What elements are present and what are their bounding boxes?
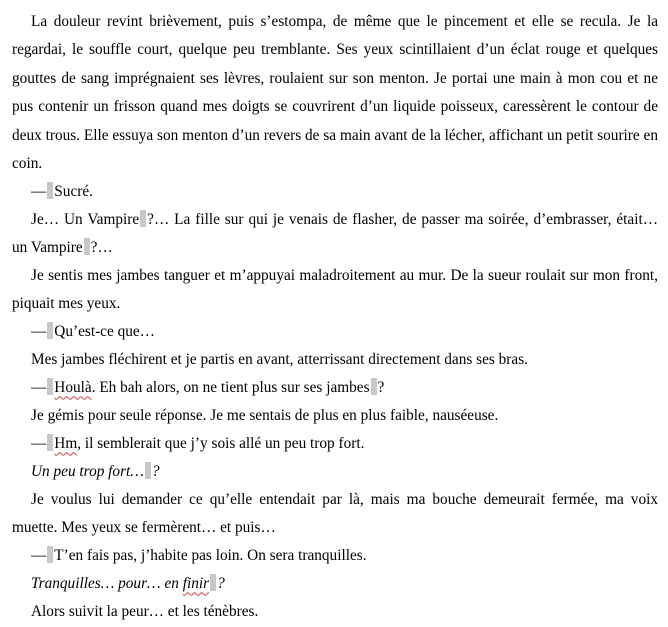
text-run: Un peu trop fort…: [31, 463, 144, 481]
paragraph: [12, 206, 658, 262]
paragraph: [12, 402, 658, 430]
text-run: —: [31, 379, 47, 397]
text-run: , il semblerait que j’y sois allé un peu trop fort.: [77, 435, 365, 453]
text-run: Je voulus lui demander ce qu’elle entendait par là, mais ma bouche demeurait fermée, ma voix muette. Mes yeux se fermèrent… et puis…: [12, 491, 658, 537]
text-run: Mes jambes fléchirent et je partis en avant, atterrissant directement dans ses bras.: [31, 351, 528, 369]
nonbreaking-space-mark: [371, 378, 377, 395]
text-run: Sucré.: [54, 183, 93, 201]
spellcheck-flagged-word: Hm: [54, 435, 78, 453]
nonbreaking-space-mark: [47, 378, 53, 395]
paragraph: [12, 458, 658, 486]
text-run: Qu’est-ce que…: [54, 323, 155, 341]
paragraph: [12, 318, 658, 346]
text-run: T’en fais pas, j’habite pas loin. On sera tranquilles.: [54, 547, 367, 565]
text-run: —: [31, 183, 47, 201]
text-run: ?: [377, 379, 385, 397]
paragraph: [12, 262, 658, 318]
paragraph: [12, 430, 658, 458]
text-run: —: [31, 547, 47, 565]
text-run: . Eh bah alors, on ne tient plus sur ses jambes: [91, 379, 370, 397]
paragraph: [12, 486, 658, 542]
paragraph: [12, 346, 658, 374]
text-run: ?: [217, 575, 225, 593]
text-run: Je… Un Vampire: [31, 211, 140, 229]
nonbreaking-space-mark: [47, 546, 53, 563]
text-run: Je sentis mes jambes tanguer et m’appuyai maladroitement au mur. De la sueur roulait sur mon front, piquait mes yeux.: [12, 267, 658, 313]
paragraph: [12, 598, 658, 626]
nonbreaking-space-mark: [145, 462, 151, 479]
spellcheck-flagged-word: finir: [182, 575, 210, 593]
text-run: —: [31, 323, 47, 341]
text-run: Je gémis pour seule réponse. Je me sentais de plus en plus faible, nauséeuse.: [31, 407, 499, 425]
text-run: Tranquilles… pour… en: [31, 575, 183, 593]
paragraph: [12, 570, 658, 598]
nonbreaking-space-mark: [47, 322, 53, 339]
text-run: —: [31, 435, 47, 453]
paragraph: [12, 542, 658, 570]
paragraph: [12, 374, 658, 402]
paragraph: [12, 178, 658, 206]
spellcheck-flagged-word: Houlà: [54, 379, 92, 397]
nonbreaking-space-mark: [84, 238, 90, 255]
nonbreaking-space-mark: [210, 574, 216, 591]
nonbreaking-space-mark: [47, 182, 53, 199]
text-run: Alors suivit la peur… et les ténèbres.: [31, 603, 259, 621]
text-run: ?…: [90, 239, 113, 257]
paragraph: [12, 8, 658, 178]
nonbreaking-space-mark: [140, 210, 146, 227]
text-run: La douleur revint brièvement, puis s’estompa, de même que le pincement et elle se recula. Je la regardai, le souffle court, quelque peu tremblante. Ses yeux scintillaient d’un éclat rouge et quelques gouttes de sang imprégnaient ses lèvres, roulaient sur son menton. Je portai une main à mon cou et ne pus contenir un frisson quand mes doigts se couvrirent d’un liquide poisseux, caressèrent le contour de deux trous. Elle essuya son menton d’un revers de sa main avant de la lécher, affichant un petit sourire en coin.: [12, 13, 658, 173]
nonbreaking-space-mark: [47, 434, 53, 451]
text-run: ?… La fille sur qui je venais de flasher, de passer ma soirée, d’embrasser, était… un Vampire: [12, 211, 658, 257]
text-run: ?: [151, 463, 160, 481]
